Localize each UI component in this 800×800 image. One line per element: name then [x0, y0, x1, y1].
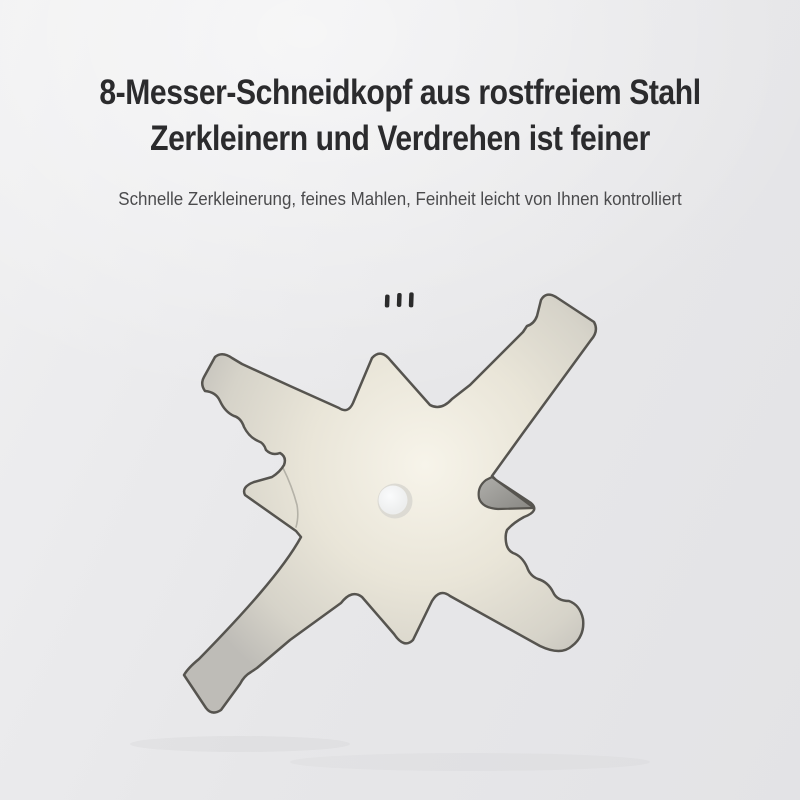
- blade-shadow: [130, 736, 350, 752]
- vibration-mark: [397, 293, 402, 307]
- vibration-marks-icon: [385, 291, 414, 308]
- vibration-mark: [385, 294, 390, 307]
- blade-shadow: [290, 753, 650, 771]
- vibration-mark: [409, 292, 414, 307]
- title-line-2: Zerkleinern und Verdrehen ist feiner: [150, 119, 650, 158]
- title-line-1: 8-Messer-Schneidkopf aus rostfreiem Stahl: [99, 73, 701, 112]
- blade-fold-flap: [479, 477, 534, 509]
- subtitle-text: Schnelle Zerkleinerung, feines Mahlen, Feinheit leicht von Ihnen kontrolliert: [118, 189, 682, 209]
- blade-center-hole: [378, 484, 413, 519]
